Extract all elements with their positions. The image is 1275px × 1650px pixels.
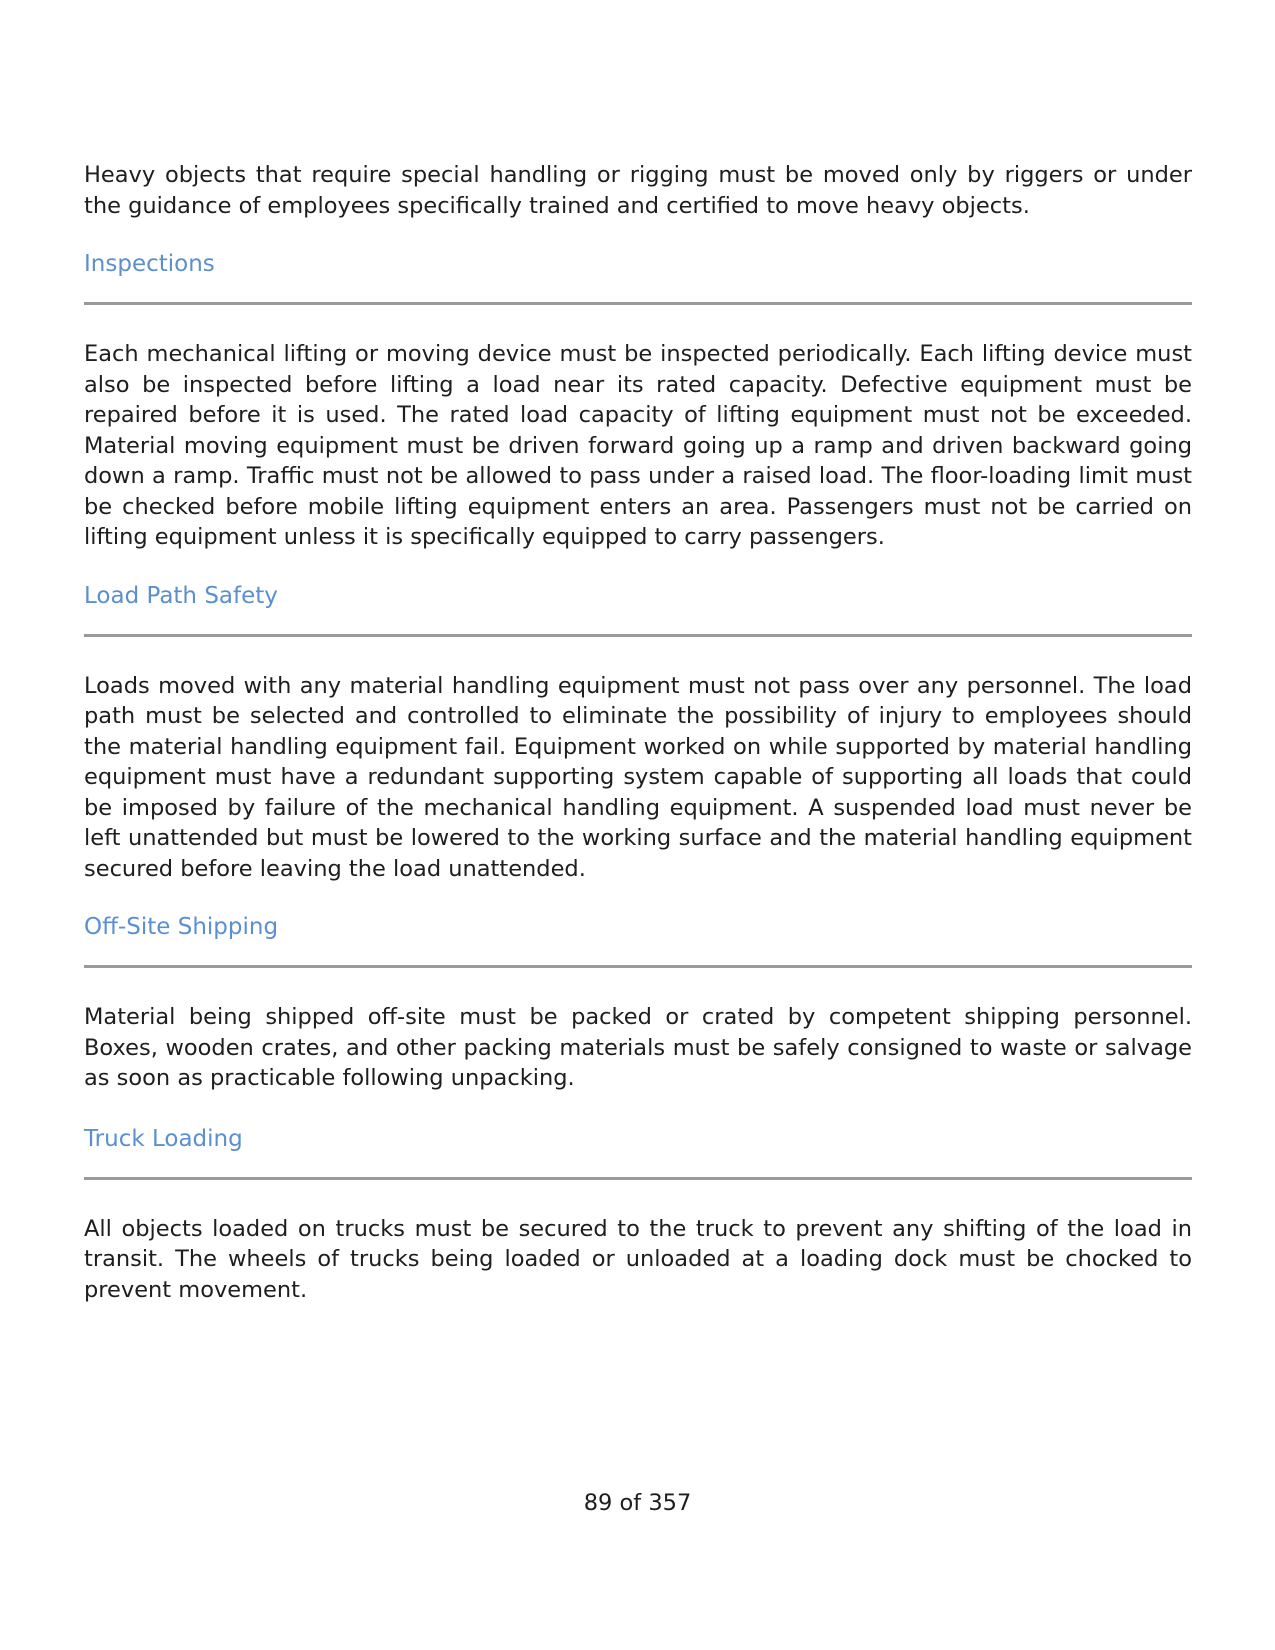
- truck-loading-paragraph: All objects loaded on trucks must be secured to the truck to prevent any shifting of the load in transit. The wheels of trucks being loaded or unloaded at a loading dock must be chocked to prevent movement.: [84, 1215, 1192, 1303]
- intro-paragraph: Heavy objects that require special handling or rigging must be moved only by riggers or under the guidance of employees specifically trained and certified to move heavy objects.: [84, 162, 1192, 219]
- section-divider: [84, 1177, 1192, 1180]
- heading-inspections: Inspections: [84, 251, 215, 277]
- section-divider: [84, 634, 1192, 637]
- section-divider: [84, 302, 1192, 305]
- section-divider: [84, 965, 1192, 968]
- heading-load-path-safety: Load Path Safety: [84, 582, 278, 609]
- load-path-safety-paragraph: Loads moved with any material handling equipment must not pass over any personnel. The load path must be selected and controlled to eliminate the possibility of injury to employees should the material handling equipment fail. Equipment worked on while supported by material handling equipment must have a redundant supporting system capable of supporting all loads that could be imposed by failure of the mechanical handling equipment. A suspended load must never be left unattended but must be lowered to the working surface and the material handling equipment secured before leaving the load unattended.: [84, 672, 1192, 882]
- document-body: [84, 160, 1192, 1305]
- inspections-paragraph: Each mechanical lifting or moving device must be inspected periodically. Each lifting device must also be inspected before lifting a load near its rated capacity. Defective equipment must be repaired before it is used. The rated load capacity of lifting equipment must not be exceeded. Material moving equipment must be driven forward going up a ramp and driven backward going down a ramp. Traffic must not be allowed to pass under a raised load. The floor-loading limit must be checked before mobile lifting equipment enters an area. Passengers must not be carried on lifting equipment unless it is specifically equipped to carry passengers.: [84, 341, 1192, 550]
- page-number: 89 of 357: [583, 1490, 692, 1516]
- off-site-shipping-paragraph: Material being shipped off-site must be packed or crated by competent shipping personnel. Boxes, wooden crates, and other packing materials must be safely consigned to waste or salvage as soon as practicable following unpacking.: [84, 1004, 1192, 1091]
- heading-off-site-shipping: Off-Site Shipping: [84, 914, 279, 940]
- heading-truck-loading: Truck Loading: [84, 1125, 243, 1152]
